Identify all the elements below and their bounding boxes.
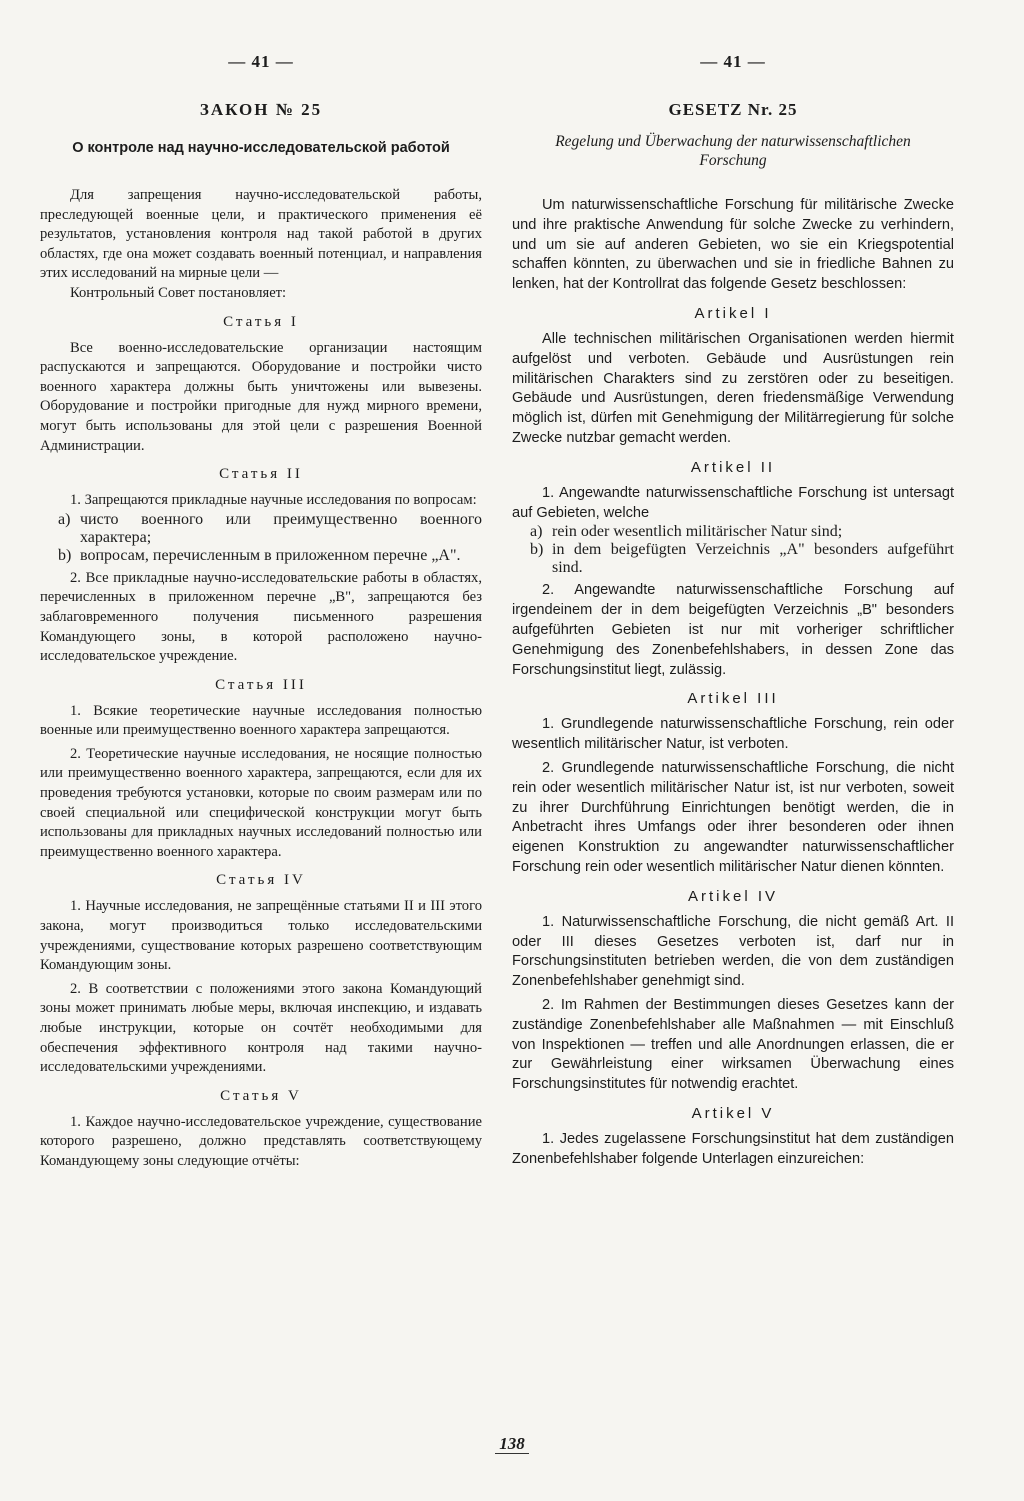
german-column [512, 52, 954, 1169]
resolution-line: Контрольный Совет постановляет: [70, 284, 287, 301]
article-2-para-1: 1. Angewandte naturwissenschaftliche Forschung ist untersagt auf Gebieten, welche [512, 484, 954, 521]
list-text: вопросам, перечисленным в приложенном перечне „А". [80, 546, 461, 564]
article-4-para-1: 1. Научные исследования, не запрещённые статьями II и III этого закона, могут производиться только исследовательскими учреждениями, существование которых разрешено соответствующим Командующим зоны. [40, 898, 482, 974]
article-1-title: Artikel I [694, 304, 772, 322]
law-subtitle: Regelung und Überwachung der naturwissenschaftlichen Forschung [555, 133, 911, 169]
page-number: 138 [495, 1434, 529, 1454]
article-3-para-2: 2. Теоретические научные исследования, не носящие полностью или преимущественно военного характера, запрещаются, если для их проведения требуются установки, которые по своим размерам или по своей специальной или специфической конструкции могут быть использованы для прикладных научных исследований полностью или преимущественно военного характера. [40, 745, 482, 860]
article-5-title: Artikel V [691, 1104, 775, 1122]
article-4-title: Artikel IV [687, 887, 778, 905]
list-text: чисто военного или преимущественно военного характера; [80, 510, 482, 546]
list-marker: a) [530, 523, 543, 541]
article-4-para-2: 2. Im Rahmen der Bestimmungen dieses Gesetzes kann der zuständige Zonenbefehlshaber alle Maßnahmen — mit Einschluß von Inspektionen — treffen und alle Anordnungen erlassen, die er zur Gewährleistung einer wirksamen Überwachung eines Forschungsinstitutes für notwendig erachtet. [512, 996, 954, 1093]
list-item [40, 511, 482, 547]
column-page-number: — 41 — [700, 52, 766, 71]
article-2-para-1: 1. Запрещаются прикладные научные исследования по вопросам: [70, 492, 477, 509]
list-text: in dem beigefügten Verzeichnis „A" besonders aufgeführt sind. [552, 541, 954, 577]
article-5-title: Статья V [220, 1087, 302, 1104]
article-3-title: Статья III [215, 676, 307, 693]
law-title: ЗАКОН № 25 [199, 100, 323, 119]
preamble: Для запрещения научно-исследовательской работы, преследующей военные цели, и практического применения её результатов, установления контроля над такой работой в других областях, где она может создавать военный потенциал, и направления этих исследований на мирные цели — [40, 187, 482, 282]
article-4-para-1: 1. Naturwissenschaftliche Forschung, die nicht gemäß Art. II oder III dieses Gesetzes verboten ist, darf nur in Forschungsinstituten betrieben werden, die von dem zuständigen Zonenbefehlshaber genehmigt sind. [512, 913, 954, 990]
list-item [40, 547, 482, 565]
page-footer-number [0, 1434, 1024, 1454]
article-3-title: Artikel III [687, 690, 779, 708]
list-item [512, 541, 954, 577]
article-1-title: Статья I [223, 313, 299, 330]
law-title: GESETZ Nr. 25 [668, 100, 798, 119]
article-1-text: Все военно-исследовательские организации настоящим распускаются и запрещаются. Оборудование и постройки чисто военного характера должны быть уничтожены или вывезены. Оборудование и постройки пригодные для нужд мирного времени, могут быть использованы для этой цели с разрешения Военной Администрации. [40, 339, 482, 454]
list-marker: а) [58, 510, 71, 528]
article-1-text: Alle technischen militärischen Organisationen werden hiermit aufgelöst und verboten. Gebäude und Ausrüstungen rein militärischen Charakters sind zu zerstören oder zu beseitigen. Gebäude und Ausrüstungen, deren friedensmäßige Verwendung möglich ist, dürfen mit Genehmigung der Militärregierung für solche Zwecke nutzbar gemacht werden. [512, 330, 954, 446]
preamble: Um naturwissenschaftliche Forschung für militärische Zwecke und ihre praktische Anwendung für solche Zwecke zu verhindern, und um sie auf anderen Gebieten, wo sie ein Kriegspotential schaffen könnten, zu überwachen und sie in friedliche Bahnen zu lenken, hat der Kontrollrat das folgende Gesetz beschlossen: [512, 197, 954, 293]
law-subtitle: О контроле над научно-исследовательской работой [72, 140, 450, 156]
article-5-para-1: 1. Каждое научно-исследовательское учреждение, существование которого разрешено, должно представлять соответствующему Командующему зоны следующие отчёты: [40, 1113, 482, 1169]
article-3-para-1: 1. Grundlegende naturwissenschaftliche Forschung, rein oder wesentlich militärischer Natur, ist verboten. [512, 716, 954, 753]
article-2-para-2: 2. Все прикладные научно-исследовательские работы в областях, перечисленных в приложенном перечне „В", запрещаются без заблаговременного получения письменного разрешения Командующего зоны, в которой расположено научно-исследовательское учреждение. [40, 569, 482, 665]
article-4-para-2: 2. В соответствии с положениями этого закона Командующий зоны может принимать любые меры, включая инспекцию, и издавать любые инструкции, которые он сочтёт необходимыми для обеспечения эффективного контроля над такими научно-исследовательскими учреждениями. [40, 980, 482, 1076]
article-4-title: Статья IV [216, 872, 306, 889]
article-5-para-1: 1. Jedes zugelassene Forschungsinstitut hat dem zuständigen Zonenbefehlshaber folgende Unterlagen einzureichen: [512, 1130, 954, 1167]
article-2-title: Статья II [219, 466, 303, 483]
list-marker: b) [530, 541, 544, 559]
article-2-title: Artikel II [690, 458, 776, 476]
russian-column [40, 52, 482, 1172]
list-marker: b) [58, 546, 72, 564]
article-3-para-1: 1. Всякие теоретические научные исследования полностью военные или преимущественно военного характера запрещаются. [40, 702, 482, 739]
article-2-para-2: 2. Angewandte naturwissenschaftliche Forschung auf irgendeinem der in dem beigefügten Verzeichnis „B" besonders aufgeführten Gebieten ist nur mit vorheriger schriftlicher Genehmigung des Zonenbefehlshabers, in dessen Zone das Forschungsinstitut liegt, zulässig. [512, 582, 954, 678]
column-page-number: — 41 — [228, 52, 294, 71]
list-item [512, 523, 954, 541]
list-text: rein oder wesentlich militärischer Natur sind; [552, 523, 843, 541]
article-3-para-2: 2. Grundlegende naturwissenschaftliche Forschung, die nicht rein oder wesentlich militärischer Natur ist, ist nur verboten, soweit zu ihrer Durchführung Einrichtungen benötigt werden, die in Anbetracht ihres Umfangs oder ihrer besonderen oder ihnen eigenen Konstruktion zu angewandter naturwissenschaftlicher Forschung rein oder wesentlich militärischer Natur dienen könnten. [512, 759, 954, 875]
